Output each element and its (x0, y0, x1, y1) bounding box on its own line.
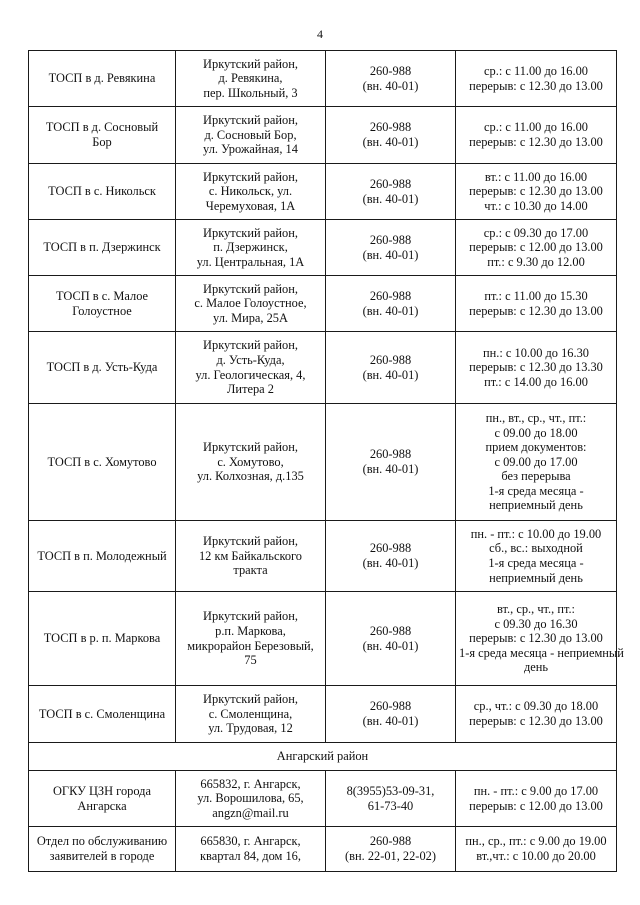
phone-text: (вн. 40-01) (362, 462, 419, 476)
address-text: ул. Колхозная, д.135 (197, 469, 304, 484)
address-text: Иркутский район, (203, 440, 298, 455)
hours-text: перерыв: с 12.00 до 13.00 (469, 798, 603, 813)
hours-text: чт.: с 10.30 до 14.00 (484, 198, 588, 213)
cell-address (176, 771, 326, 827)
hours-text: перерыв: с 12.30 до 13.30 (469, 360, 603, 375)
address-text: Иркутский район, (203, 169, 298, 184)
name-text: Бор (92, 135, 112, 149)
section-row (29, 743, 617, 771)
address-text: пер. Школьный, 3 (203, 85, 298, 100)
cell-address (176, 51, 326, 107)
name-text: ТОСП в п. Молодежный (37, 548, 167, 563)
hours-text: с 09.00 до 17.00 (494, 454, 578, 469)
cell-phone (326, 592, 456, 686)
cell-phone (326, 521, 456, 592)
address-text: ул. Центральная, 1А (196, 254, 305, 269)
cell-name (29, 686, 176, 743)
address-text: Иркутский район, (203, 609, 298, 624)
phone-text: 260-988 (369, 120, 412, 135)
phone-text: 260-988 (369, 541, 412, 556)
address-text: с. Хомутово, (217, 454, 284, 469)
name-text: заявителей в городе (49, 849, 155, 863)
hours-text: ср.: с 09.30 до 17.00 (483, 225, 589, 240)
cell-hours (456, 51, 617, 107)
cell-name (29, 404, 176, 521)
address-text: квартал 84, дом 16, (200, 849, 301, 863)
hours-text: 1-я среда месяца - неприемный (459, 645, 624, 660)
cell-phone (326, 771, 456, 827)
address-text: Иркутский район, (203, 281, 298, 296)
hours-text: неприемный день (489, 498, 583, 513)
hours-text: вт.,чт.: с 10.00 до 20.00 (476, 849, 596, 863)
address-text: микрорайон Березовый, (187, 638, 314, 653)
table-row (29, 686, 617, 743)
hours-text: перерыв: с 12.30 до 13.00 (469, 135, 603, 149)
hours-text: пт.: с 14.00 до 16.00 (484, 374, 588, 389)
address-text: Иркутский район, (203, 225, 298, 240)
address-text: ул. Урожайная, 14 (203, 142, 298, 157)
phone-text: 260-988 (369, 63, 412, 78)
cell-phone (326, 51, 456, 107)
cell-phone (326, 827, 456, 872)
cell-name (29, 332, 176, 404)
phone-text: 260-988 (369, 699, 412, 714)
name-text: Ангарска (77, 798, 127, 813)
hours-text: пн., вт., ср., чт., пт.: (485, 410, 587, 425)
hours-text: без перерыва (501, 469, 571, 484)
hours-text: с 09.30 до 16.30 (494, 616, 578, 631)
table-row (29, 220, 617, 276)
cell-name (29, 521, 176, 592)
hours-text: неприемный день (489, 570, 583, 585)
cell-phone (326, 686, 456, 743)
address-text: ул. Мира, 25А (213, 310, 288, 325)
cell-name (29, 51, 176, 107)
cell-phone (326, 220, 456, 276)
cell-hours (456, 686, 617, 743)
name-text: ТОСП в с. Никольск (48, 184, 156, 199)
hours-text: 1-я среда месяца - (488, 556, 584, 570)
cell-phone (326, 164, 456, 220)
phone-text: (вн. 40-01) (362, 714, 419, 728)
hours-text: ср.: с 11.00 до 16.00 (484, 63, 588, 78)
cell-address (176, 220, 326, 276)
phone-text: (вн. 40-01) (362, 135, 419, 149)
cell-address (176, 827, 326, 872)
cell-address (176, 404, 326, 521)
name-text: ОГКУ ЦЗН города (52, 783, 151, 798)
cell-name (29, 827, 176, 872)
cell-hours (456, 276, 617, 332)
section-title: Ангарский район (29, 743, 617, 771)
hours-text: перерыв: с 12.30 до 13.00 (469, 78, 603, 93)
cell-hours (456, 771, 617, 827)
phone-text: 260-988 (369, 623, 412, 638)
address-text: д. Сосновый Бор, (204, 127, 297, 142)
cell-address (176, 332, 326, 404)
name-text: ТОСП в д. Ревякина (48, 71, 156, 86)
name-text: ТОСП в с. Смоленщина (38, 706, 166, 721)
offices-table (28, 50, 624, 872)
cell-phone (326, 404, 456, 521)
address-text: 665832, г. Ангарск, (200, 776, 301, 791)
hours-text: перерыв: с 12.30 до 13.00 (469, 303, 603, 318)
phone-text: 8(3955)53-09-31, (346, 783, 435, 798)
table-row (29, 827, 617, 872)
address-text: д. Усть-Куда, (216, 352, 285, 367)
address-text: Иркутский район, (203, 56, 298, 71)
table-row (29, 276, 617, 332)
cell-hours (456, 164, 617, 220)
phone-text: (вн. 40-01) (362, 303, 419, 318)
address-text: Иркутский район, (203, 113, 298, 128)
cell-address (176, 107, 326, 164)
table-row (29, 107, 617, 164)
hours-text: сб., вс.: выходной (489, 541, 583, 556)
address-text: п. Дзержинск, (213, 240, 288, 255)
address-text: Иркутский район, (203, 534, 298, 549)
hours-text: пн. - пт.: с 9.00 до 17.00 (473, 783, 599, 798)
address-text: ул. Геологическая, 4, (195, 367, 306, 382)
cell-hours (456, 592, 624, 686)
cell-name (29, 107, 176, 164)
cell-name (29, 592, 176, 686)
phone-text: 260-988 (369, 834, 412, 849)
address-text: р.п. Маркова, (215, 623, 286, 638)
address-text: 75 (244, 653, 257, 668)
cell-hours (456, 107, 617, 164)
phone-text: 260-988 (369, 288, 412, 303)
hours-text: перерыв: с 12.30 до 13.00 (469, 184, 603, 199)
cell-phone (326, 332, 456, 404)
table-row (29, 521, 617, 592)
address-text: angzn@mail.ru (212, 805, 289, 820)
cell-phone (326, 107, 456, 164)
cell-address (176, 164, 326, 220)
phone-text: (вн. 40-01) (362, 247, 419, 262)
cell-address (176, 592, 326, 686)
address-text: д. Ревякина, (218, 71, 283, 86)
address-text: с. Малое Голоустное, (194, 296, 307, 311)
table-row (29, 164, 617, 220)
offices-table-body (29, 51, 624, 872)
address-text: тракта (233, 563, 268, 578)
phone-text: (вн. 40-01) (362, 556, 419, 570)
table-row (29, 332, 617, 404)
phone-text: 260-988 (369, 232, 412, 247)
hours-text: прием документов: (485, 440, 587, 455)
phone-text: 260-988 (369, 352, 412, 367)
page-number: 4 (317, 27, 323, 41)
phone-text: (вн. 40-01) (362, 367, 419, 382)
hours-text: перерыв: с 12.30 до 13.00 (469, 631, 603, 646)
address-text: Иркутский район, (203, 692, 298, 707)
table-row (29, 592, 617, 686)
name-text: ТОСП в д. Усть-Куда (46, 360, 158, 375)
phone-text: 260-988 (369, 176, 412, 191)
name-text: ТОСП в с. Хомутово (47, 454, 157, 469)
cell-hours (456, 404, 617, 521)
phone-text: 61-73-40 (367, 798, 414, 813)
hours-text: вт., ср., чт., пт.: (497, 602, 575, 617)
address-text: с. Никольск, ул. (208, 184, 293, 199)
cell-address (176, 276, 326, 332)
hours-text: ср., чт.: с 09.30 до 18.00 (473, 699, 599, 714)
cell-name (29, 220, 176, 276)
address-text: ул. Трудовая, 12 (208, 721, 293, 736)
address-text: 665830, г. Ангарск, (200, 834, 301, 849)
hours-text: перерыв: с 12.30 до 13.00 (469, 714, 603, 728)
hours-text: пн. - пт.: с 10.00 до 19.00 (470, 526, 602, 541)
name-text: ТОСП в д. Сосновый (45, 120, 159, 135)
phone-text: 260-988 (369, 447, 412, 462)
name-text: ТОСП в р. п. Маркова (43, 631, 161, 646)
cell-name (29, 771, 176, 827)
address-text: Иркутский район, (203, 338, 298, 353)
table-row (29, 771, 617, 827)
address-text: Литера 2 (227, 382, 274, 397)
hours-text: 1-я среда месяца - (488, 483, 584, 498)
phone-text: (вн. 40-01) (362, 78, 419, 93)
cell-address (176, 686, 326, 743)
hours-text: день (523, 660, 549, 675)
name-text: ТОСП в с. Малое (55, 288, 149, 303)
phone-text: (вн. 22-01, 22-02) (345, 849, 436, 863)
hours-text: перерыв: с 12.00 до 13.00 (469, 240, 603, 255)
name-text: Отдел по обслуживанию (36, 834, 168, 849)
table-row (29, 51, 617, 107)
hours-text: пн.: с 10.00 до 16.30 (483, 345, 589, 360)
address-text: с. Смоленщина, (208, 706, 293, 721)
cell-hours (456, 827, 617, 872)
phone-text: (вн. 40-01) (362, 638, 419, 653)
cell-name (29, 164, 176, 220)
table-row (29, 404, 617, 521)
address-text: 12 км Байкальского (198, 548, 303, 563)
cell-hours (456, 521, 617, 592)
cell-hours (456, 220, 617, 276)
address-text: Черемуховая, 1А (205, 198, 296, 213)
cell-phone (326, 276, 456, 332)
cell-name (29, 276, 176, 332)
hours-text: пт.: с 11.00 до 15.30 (484, 288, 588, 303)
cell-hours (456, 332, 617, 404)
hours-text: пн., ср., пт.: с 9.00 до 19.00 (465, 834, 607, 849)
name-text: Голоустное (72, 303, 132, 318)
name-text: ТОСП в п. Дзержинск (43, 240, 161, 255)
hours-text: с 09.00 до 18.00 (494, 425, 578, 440)
phone-text: (вн. 40-01) (362, 191, 419, 206)
address-text: ул. Ворошилова, 65, (197, 791, 304, 806)
cell-address (176, 521, 326, 592)
hours-text: ср.: с 11.00 до 16.00 (484, 120, 588, 135)
hours-text: пт.: с 9.30 до 12.00 (487, 254, 585, 269)
hours-text: вт.: с 11.00 до 16.00 (484, 169, 588, 184)
